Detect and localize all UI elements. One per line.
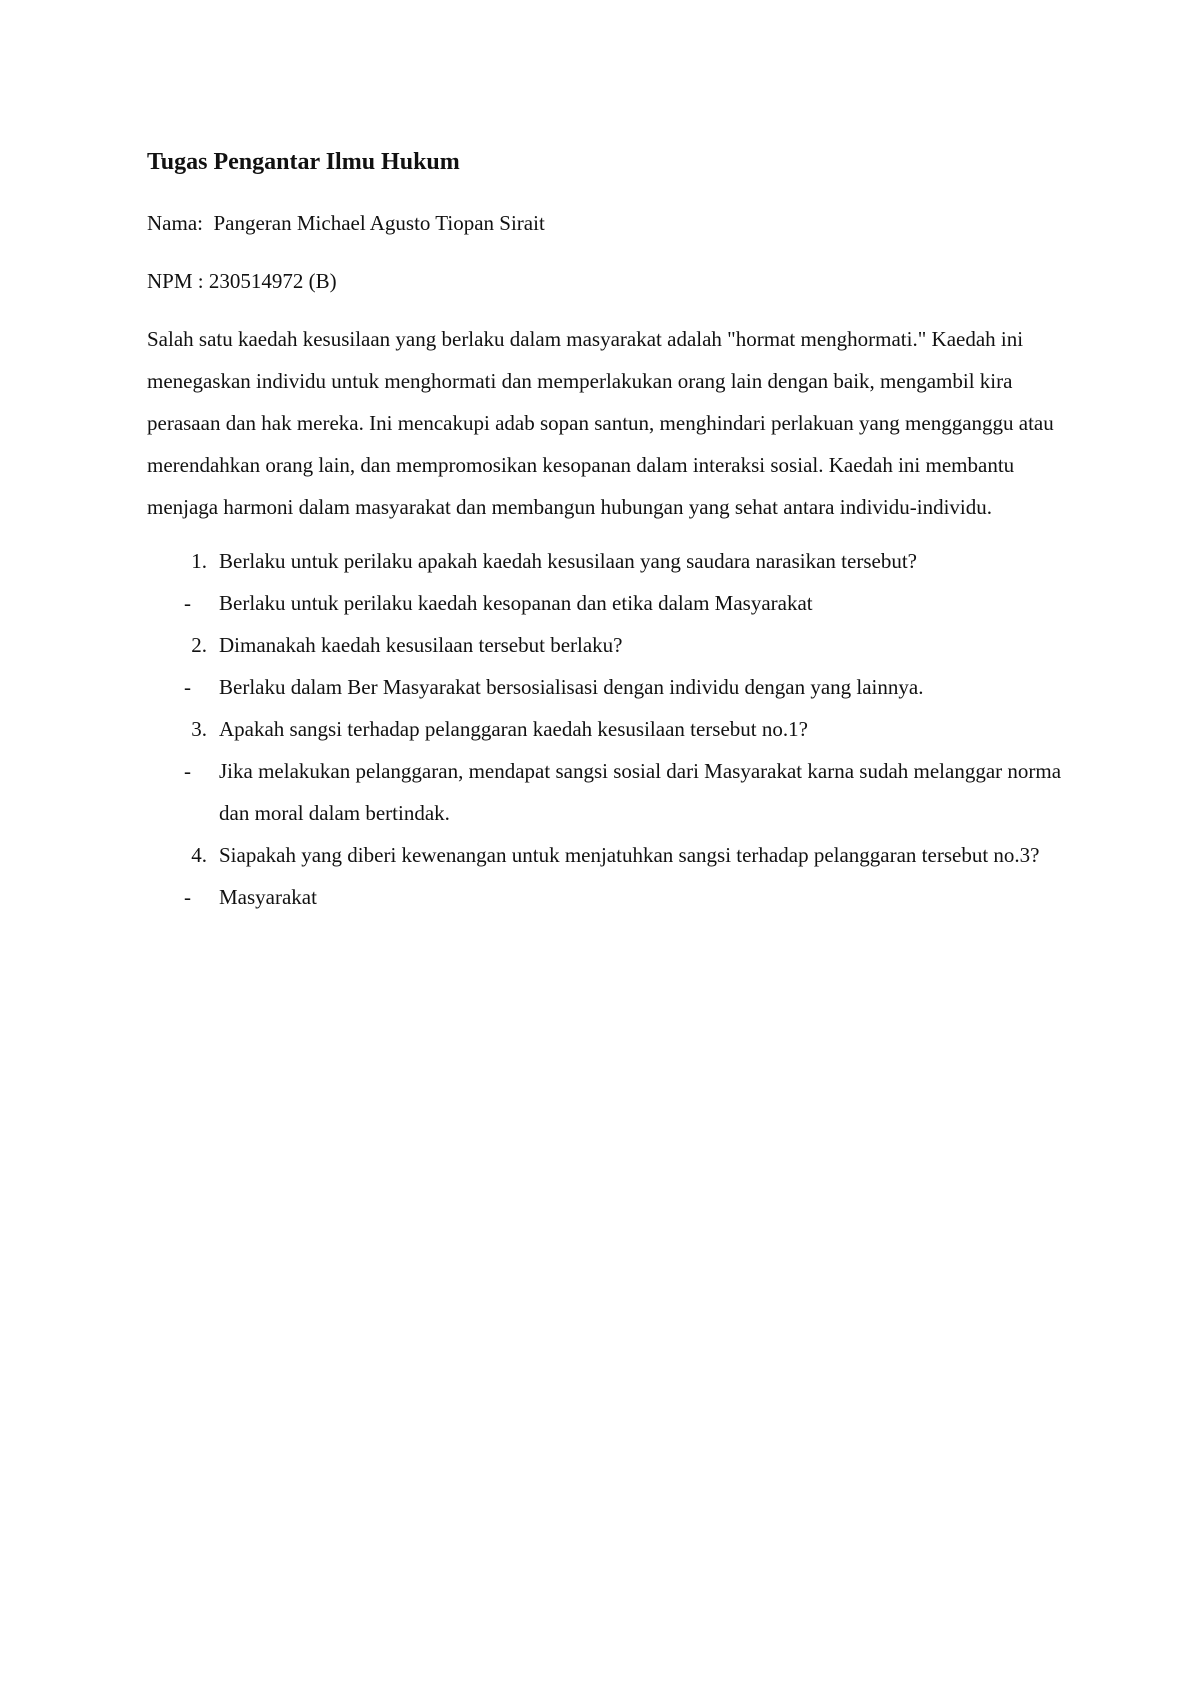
question-text: Berlaku untuk perilaku apakah kaedah kesusilaan yang saudara narasikan tersebut? xyxy=(219,549,917,573)
list-item xyxy=(147,708,1067,750)
answer-text: Berlaku dalam Ber Masyarakat bersosialisasi dengan individu dengan yang lainnya. xyxy=(219,675,924,699)
list-item xyxy=(147,834,1067,876)
list-item xyxy=(147,540,1067,582)
answer-text: Jika melakukan pelanggaran, mendapat sangsi sosial dari Masyarakat karna sudah melanggar norma dan moral dalam bertindak. xyxy=(219,759,1062,825)
question-text: Apakah sangsi terhadap pelanggaran kaedah kesusilaan tersebut no.1? xyxy=(219,717,808,741)
list-dash: - xyxy=(184,675,191,699)
document-content xyxy=(147,146,1067,918)
list-dash: - xyxy=(184,591,191,615)
nama-line: Nama: Pangeran Michael Agusto Tiopan Sirait xyxy=(147,211,545,235)
list-number: 1. xyxy=(191,549,207,573)
question-answer-list xyxy=(147,540,1067,918)
answer-text: Berlaku untuk perilaku kaedah kesopanan dan etika dalam Masyarakat xyxy=(219,591,813,615)
list-number: 4. xyxy=(191,843,207,867)
list-number: 3. xyxy=(191,717,207,741)
list-item xyxy=(147,876,1067,918)
question-text: Siapakah yang diberi kewenangan untuk menjatuhkan sangsi terhadap pelanggaran tersebut no.3? xyxy=(219,843,1040,867)
list-item xyxy=(147,666,1067,708)
list-number: 2. xyxy=(191,633,207,657)
question-text: Dimanakah kaedah kesusilaan tersebut berlaku? xyxy=(219,633,623,657)
answer-text: Masyarakat xyxy=(219,885,317,909)
npm-line: NPM : 230514972 (B) xyxy=(147,269,337,293)
document-title: Tugas Pengantar Ilmu Hukum xyxy=(147,149,460,175)
list-item xyxy=(147,624,1067,666)
list-dash: - xyxy=(184,759,191,783)
list-item xyxy=(147,582,1067,624)
list-dash: - xyxy=(184,885,191,909)
list-item xyxy=(147,750,1067,834)
body-paragraph: Salah satu kaedah kesusilaan yang berlaku dalam masyarakat adalah "hormat menghormati." Kaedah ini menegaskan individu untuk menghormati dan memperlakukan orang lain dengan baik, mengambil kira perasaan dan hak mereka. Ini mencakupi adab sopan santun, menghindari perlakuan yang mengganggu atau merendahkan orang lain, dan mempromosikan kesopanan dalam interaksi sosial. Kaedah ini membantu menjaga harmoni dalam masyarakat dan membangun hubungan yang sehat antara individu-individu. xyxy=(147,327,1054,519)
